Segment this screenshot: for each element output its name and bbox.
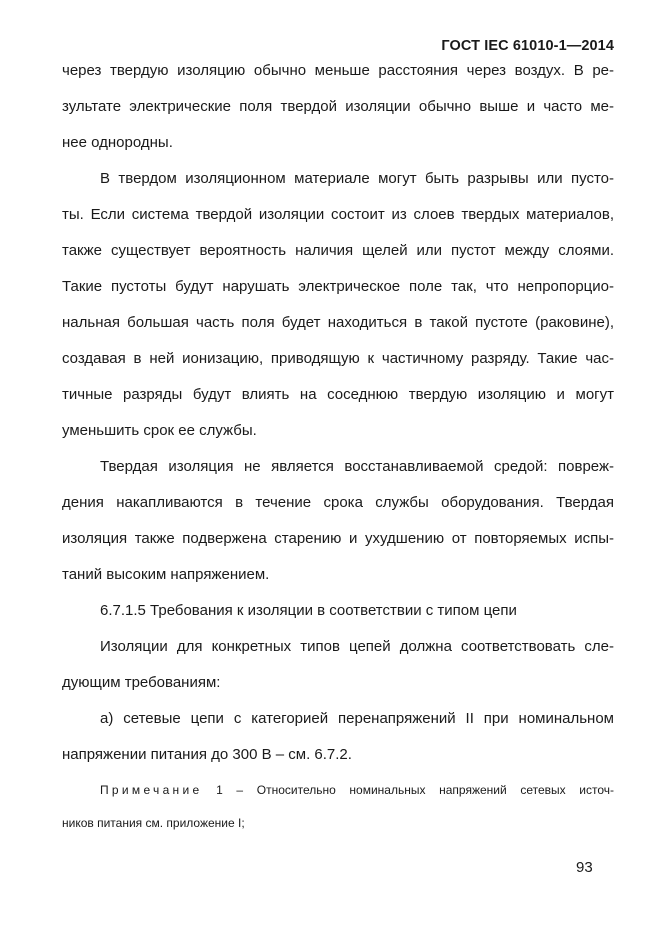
document-header: ГОСТ IEC 61010-1—2014 <box>441 38 614 54</box>
text-line: зультате электрические поля твердой изоляции обычно выше и часто ме- <box>62 98 614 115</box>
text-line: создавая в ней ионизацию, приводящую к частичному разряду. Такие час- <box>62 350 614 367</box>
text-line: Твердая изоляция не является восстанавливаемой средой: повреж- <box>100 458 614 475</box>
note-line: ников питания см. приложение I; <box>62 816 245 830</box>
note-label: Примечание <box>100 783 203 797</box>
list-item: а) сетевые цепи с категорией перенапряжений II при номинальном <box>100 710 614 727</box>
note-line <box>100 781 614 799</box>
text-line: Изоляции для конкретных типов цепей должна соответствовать сле- <box>100 638 614 655</box>
text-line: дующим требованиям: <box>62 674 221 691</box>
text-line: ты. Если система твердой изоляции состоит из слоев твердых материалов, <box>62 206 614 223</box>
text-line: напряжении питания до 300 В – см. 6.7.2. <box>62 746 352 763</box>
text-line: тичные разряды будут влиять на соседнюю твердую изоляцию и могут <box>62 386 614 403</box>
text-line: Такие пустоты будут нарушать электрическое поле так, что непропорцио- <box>62 278 614 295</box>
note-text: 1 – Относительно номинальных напряжений сетевых источ- <box>202 783 614 797</box>
text-line: уменьшить срок ее службы. <box>62 422 257 439</box>
text-line: В твердом изоляционном материале могут быть разрывы или пусто- <box>100 170 614 187</box>
text-line: через твердую изоляцию обычно меньше расстояния через воздух. В ре- <box>62 62 614 79</box>
text-line: нальная большая часть поля будет находиться в такой пустоте (раковине), <box>62 314 614 331</box>
text-line: также существует вероятность наличия щелей или пустот между слоями. <box>62 242 614 259</box>
text-line: таний высоким напряжением. <box>62 566 270 583</box>
text-line: изоляция также подвержена старению и ухудшению от повторяемых испы- <box>62 530 614 547</box>
section-heading: 6.7.1.5 Требования к изоляции в соответствии с типом цепи <box>100 602 517 619</box>
text-line: дения накапливаются в течение срока службы оборудования. Твердая <box>62 494 614 511</box>
page-number: 93 <box>576 859 593 876</box>
text-line: нее однородны. <box>62 134 173 151</box>
